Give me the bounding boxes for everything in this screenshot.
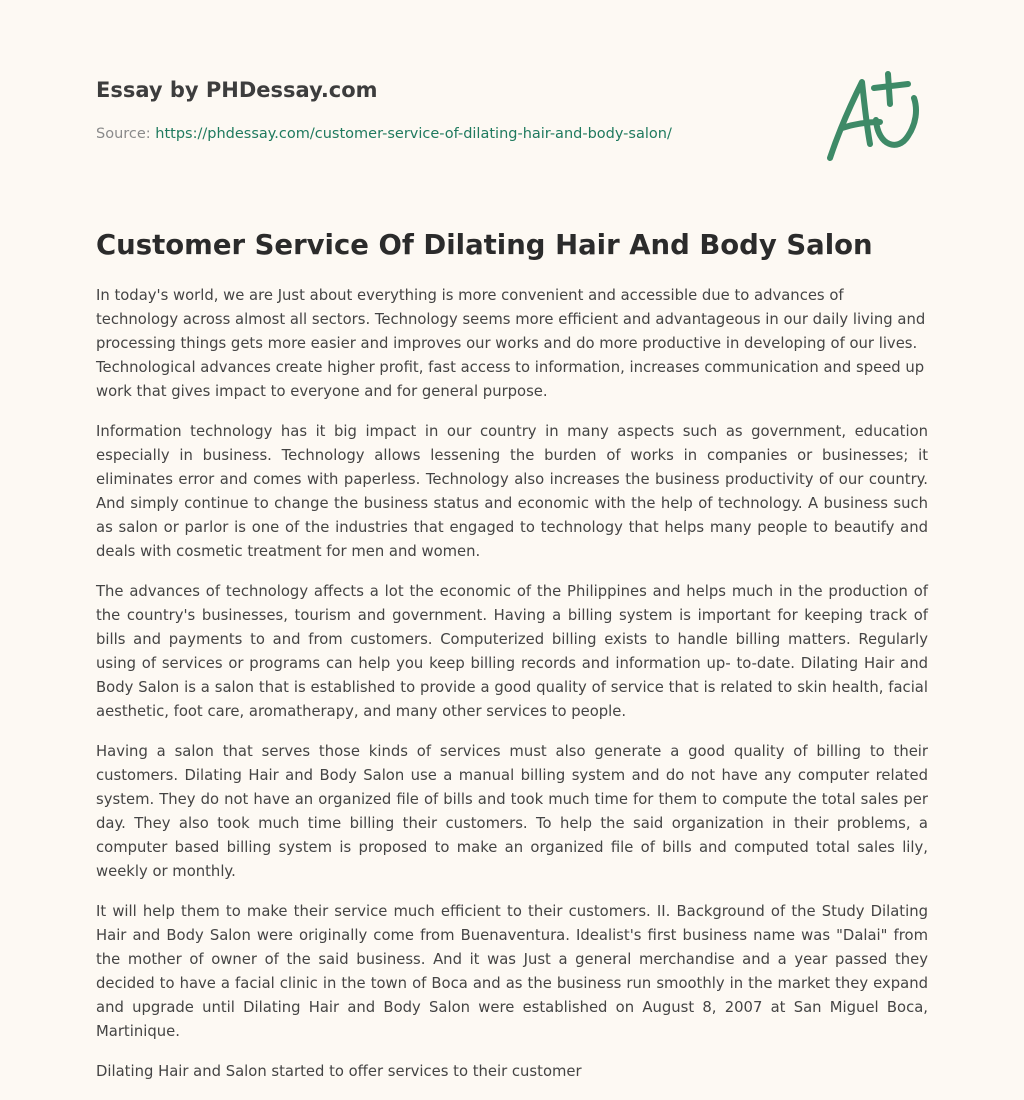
essay-body xyxy=(96,284,928,1100)
essay-paragraph: It will help them to make their service much efficient to their customers. II. Background of the Study Dilating Hair and Body Salon were originally come from Buenaventura. Idealist's first business name was "Dalai" from the mother of owner of the said business. And it was Just a general merchandise and a year passed they decided to have a facial clinic in the town of Boca and as the business run smoothly in the market they expand and upgrade until Dilating Hair and Body Salon were established on August 8, 2007 at San Miguel Boca, Martinique. xyxy=(96,903,928,1040)
essay-paragraph: The advances of technology affects a lot the economic of the Philippines and helps much in the production of the country's businesses, tourism and government. Having a billing system is important for keeping track of bills and payments to and from customers. Computerized billing exists to handle billing matters. Regularly using of services or programs can help you keep billing records and information up- to-date. Dilating Hair and Body Salon is a salon that is established to provide a good quality of service that is related to skin health, facial aesthetic, foot care, aromatherapy, and many other services to people. xyxy=(96,583,928,720)
essay-paragraph: Information technology has it big impact in our country in many aspects such as government, education especially in business. Technology allows lessening the burden of works in companies or businesses; it eliminates error and comes with paperless. Technology also increases the business productivity of our country. And simply continue to change the business status and economic with the help of technology. A business such as salon or parlor is one of the industries that engaged to technology that helps many people to beautify and deals with cosmetic treatment for men and women. xyxy=(96,423,928,560)
essay-paragraph: In today's world, we are Just about everything is more convenient and accessible due to advances of technology across almost all sectors. Technology seems more efficient and advantageous in our daily living and processing things gets more easier and improves our works and do more productive in developing of our lives. Technological advances create higher profit, fast access to information, increases communication and speed up work that gives impact to everyone and for general purpose. xyxy=(96,287,926,400)
source-line xyxy=(96,124,796,144)
site-name: Essay by PHDessay.com xyxy=(96,78,378,102)
a-plus-grade-icon xyxy=(820,66,932,166)
essay-title: Customer Service Of Dilating Hair And Body Salon xyxy=(96,229,873,261)
page-header xyxy=(96,76,796,144)
essay-paragraph: Dilating Hair and Salon started to offer services to their customer xyxy=(96,1063,582,1080)
source-link[interactable]: https://phdessay.com/customer-service-of-dilating-hair-and-body-salon/ xyxy=(155,126,672,142)
source-label: Source: xyxy=(96,126,156,142)
essay-paragraph: Having a salon that serves those kinds of services must also generate a good quality of billing to their customers. Dilating Hair and Body Salon use a manual billing system and do not have any computer related system. They do not have an organized file of bills and took much time for them to compute the total sales per day. They also took much time billing their customers. To help the said organization in their problems, a computer based billing system is proposed to make an organized file of bills and computed total sales lily, weekly or monthly. xyxy=(96,743,928,880)
